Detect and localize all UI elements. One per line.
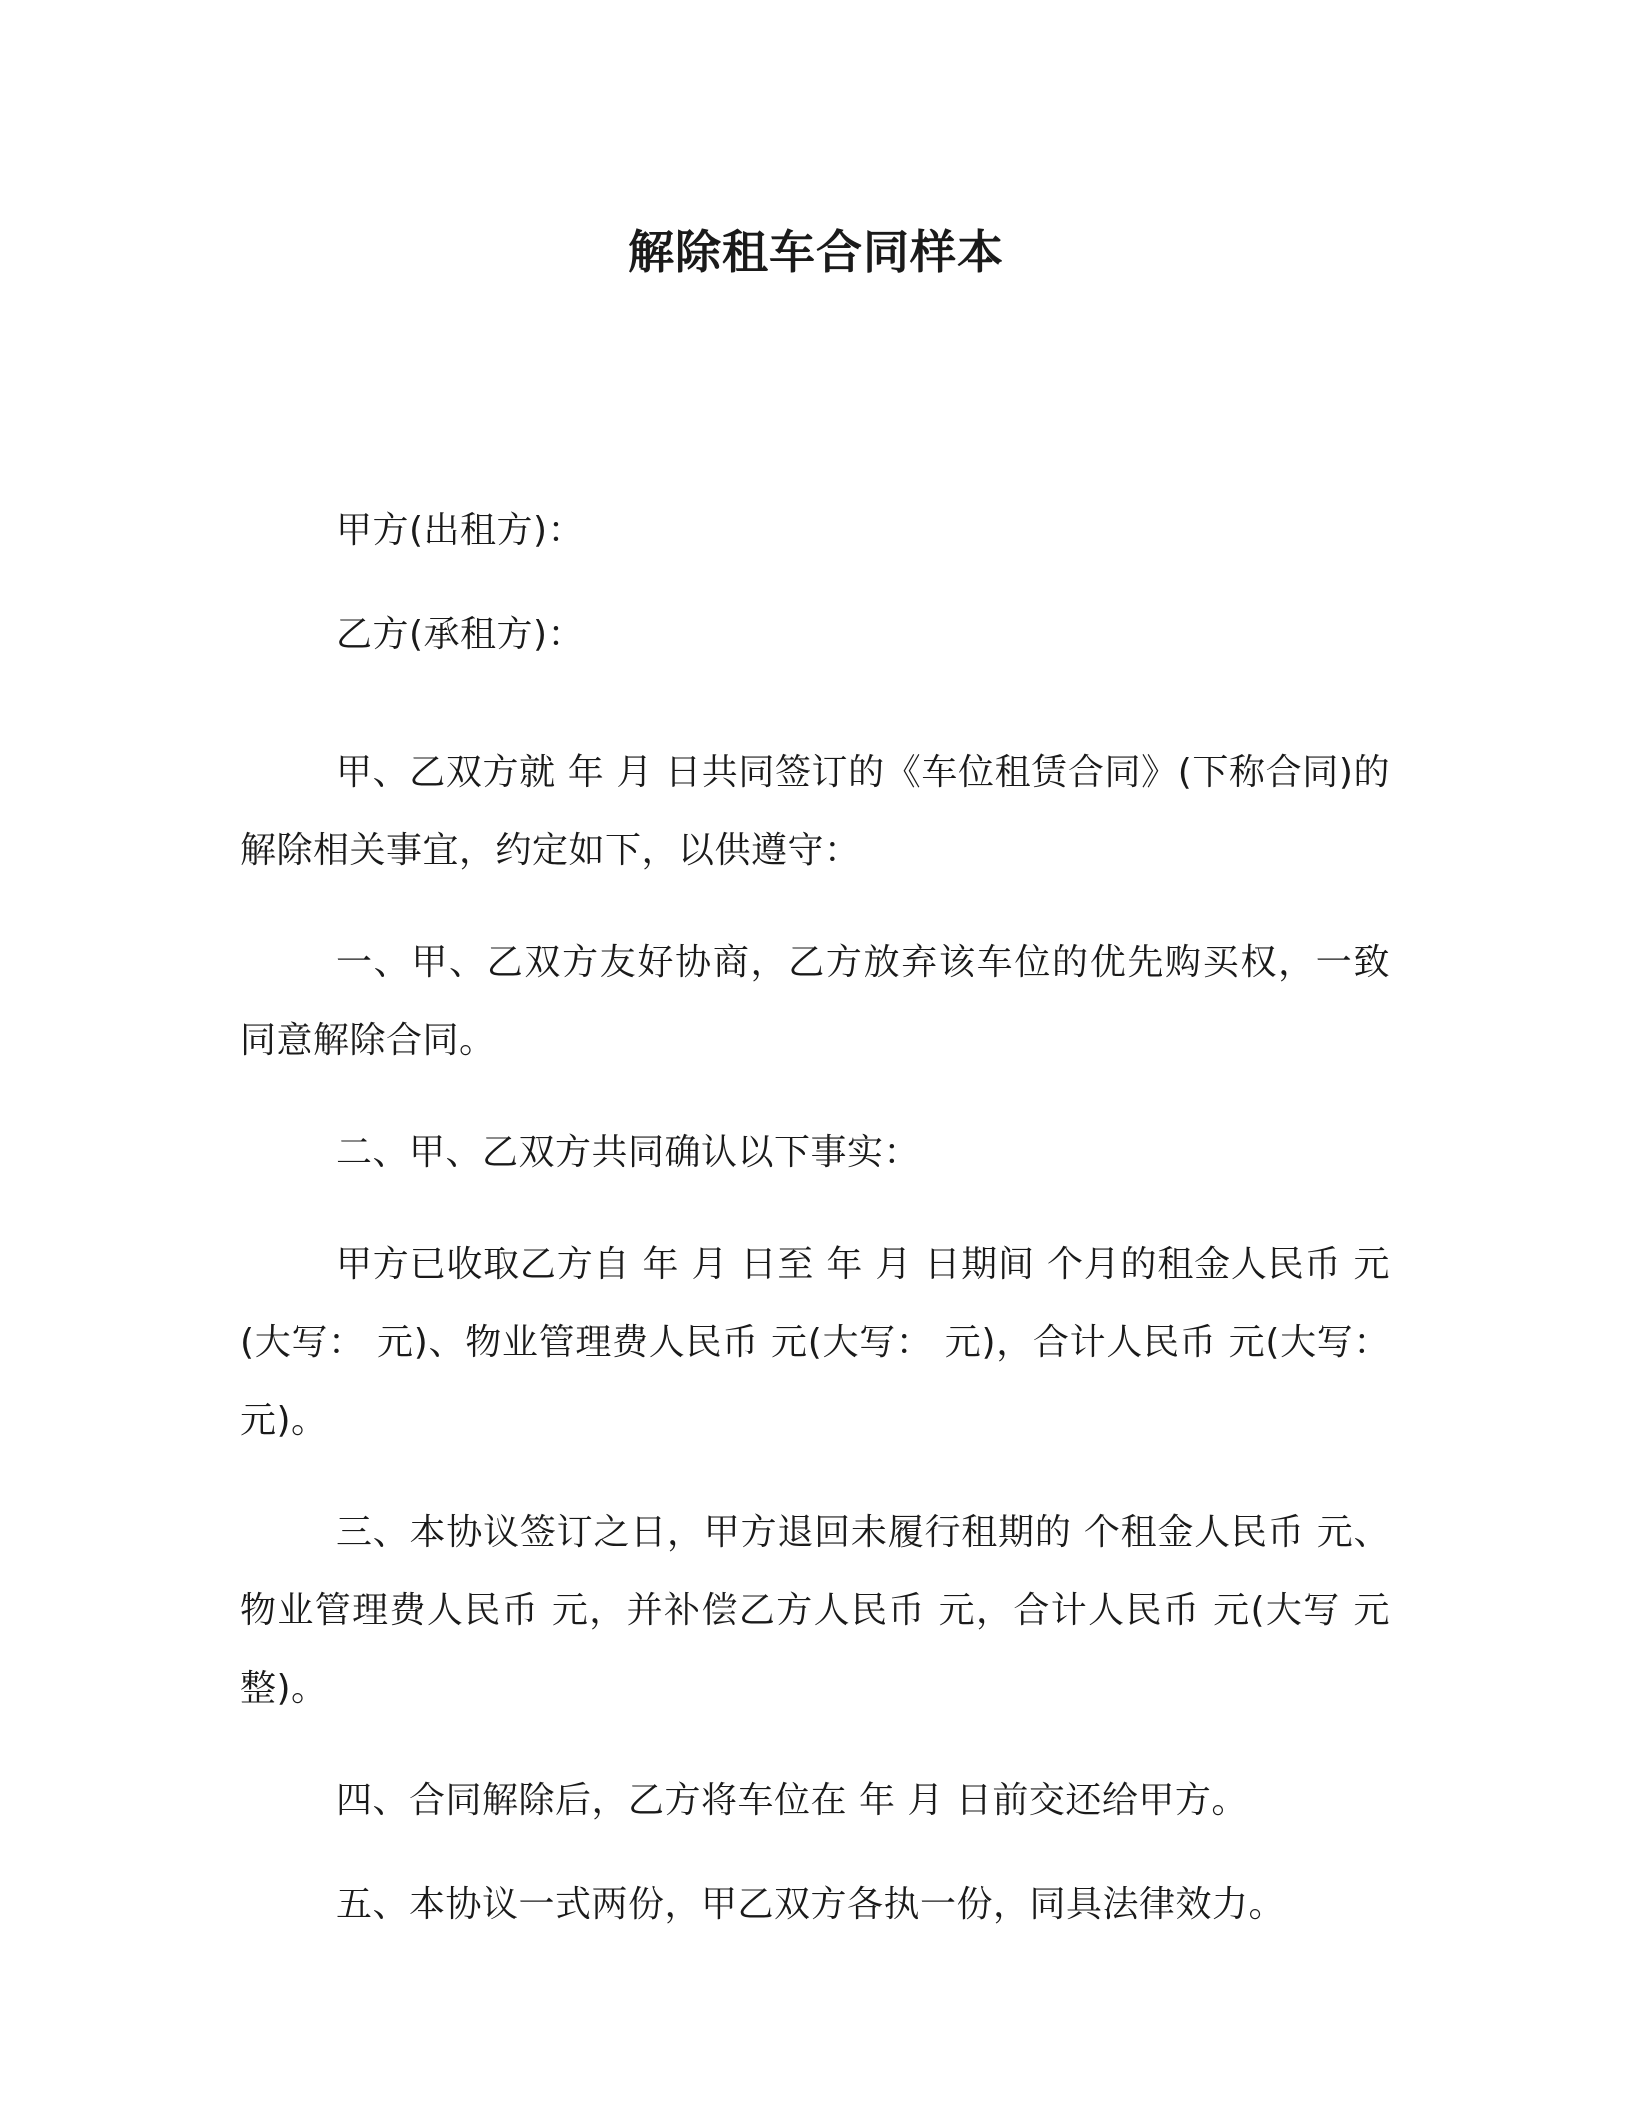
clause-5: 五、本协议一式两份，甲乙双方各执一份，同具法律效力。 [336,1884,1286,1925]
clause-2-detail: 甲方已收取乙方自 年 月 日至 年 月 日期间 个月的租金人民币 元(大写： 元)、物业管理费人民币 元(大写： 元)，合计人民币 元(大写： 元)。 [240,1244,1390,1441]
clause-1: 一、甲、乙双方友好协商，乙方放弃该车位的优先购买权，一致同意解除合同。 [240,942,1390,1061]
clause-4: 四、合同解除后，乙方将车位在 年 月 日前交还给甲方。 [336,1780,1248,1821]
clause-3: 三、本协议签订之日，甲方退回未履行租期的 个租金人民币 元、物业管理费人民币 元，并补偿乙方人民币 元，合计人民币 元(大写 元整)。 [240,1512,1390,1709]
intro-paragraph: 甲、乙双方就 年 月 日共同签订的《车位租赁合同》(下称合同)的解除相关事宜，约定如下，以供遵守： [240,752,1390,871]
party-b-line: 乙方(承租方)： [336,614,585,655]
clause-2: 二、甲、乙双方共同确认以下事实： [336,1132,921,1173]
document-title: 解除租车合同样本 [628,225,1004,279]
party-a-line: 甲方(出租方)： [336,510,585,551]
document-body [240,492,1390,1944]
